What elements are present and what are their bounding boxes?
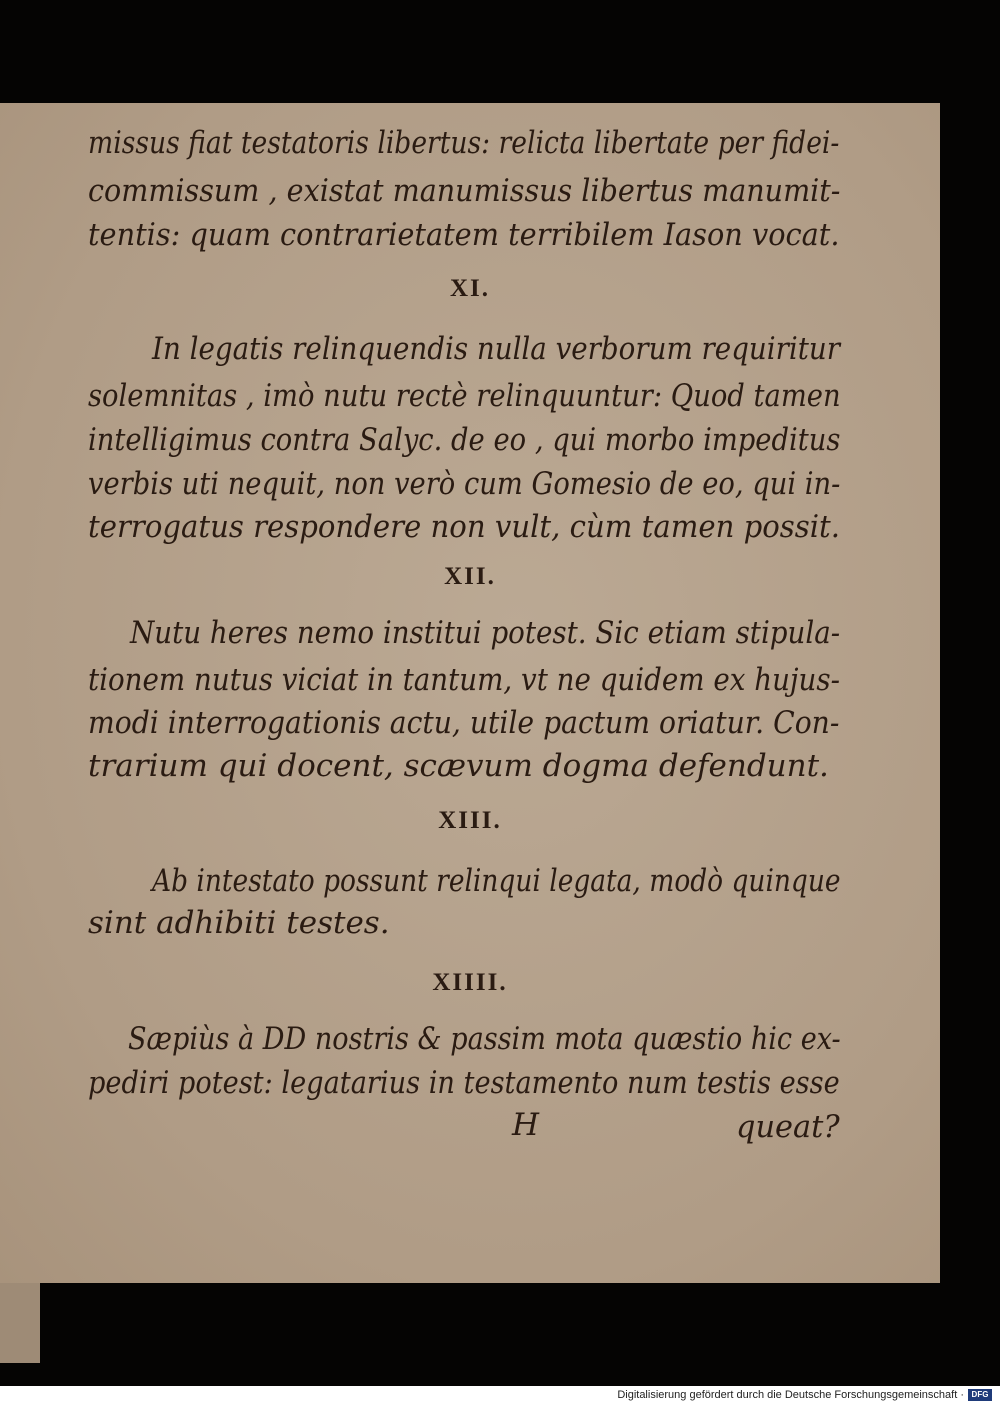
text-line: Ab intestato possunt relinqui legata, modò quinque: [152, 863, 841, 899]
text-line: terrogatus respondere non vult, cùm tamen possit.: [88, 509, 841, 545]
text-line: Nutu heres nemo institui potest. Sic etiam stipula-: [130, 615, 841, 651]
text-line: Sæpiùs à DD nostris & passim mota quæstio hic ex-: [128, 1021, 841, 1057]
dfg-logo: DFG: [968, 1389, 992, 1401]
text-line: verbis uti nequit, non verò cum Gomesio de eo, qui in-: [88, 466, 841, 502]
text-line: sint adhibiti testes.: [88, 905, 390, 941]
text-line: missus fiat testatoris libertus: relicta libertate per fidei-: [88, 125, 840, 161]
signature-mark: H: [512, 1107, 540, 1143]
section-heading-xii: XII.: [444, 563, 496, 590]
section-heading-xiiii: XIIII.: [432, 969, 508, 996]
text-line: In legatis relinquendis nulla verborum requiritur: [152, 331, 841, 367]
text-line: intelligimus contra Salyc. de eo , qui morbo impeditus: [88, 422, 841, 458]
section-heading-xi: XI.: [449, 275, 491, 302]
text-line: solemnitas , imò nutu rectè relinquuntur: Quod tamen: [88, 378, 841, 414]
section-heading-xiii: XIII.: [438, 807, 502, 834]
book-page: [0, 103, 940, 1283]
page-edge: [0, 1283, 40, 1363]
text-line: tionem nutus viciat in tantum, vt ne quidem ex hujus-: [88, 662, 840, 698]
text-line: modi interrogationis actu, utile pactum oriatur. Con-: [88, 705, 840, 741]
catchword: queat?: [736, 1109, 840, 1145]
text-line: tentis: quam contrarietatem terribilem Iason vocat.: [88, 217, 840, 253]
digitization-credit: Digitalisierung gefördert durch die Deutsche Forschungsgemeinschaft ·: [617, 1389, 964, 1401]
text-line: pediri potest: legatarius in testamento num testis esse: [88, 1065, 840, 1101]
text-line: commissum , existat manumissus libertus manumit-: [88, 173, 841, 209]
text-line: trarium qui docent, scævum dogma defendunt.: [88, 748, 829, 784]
